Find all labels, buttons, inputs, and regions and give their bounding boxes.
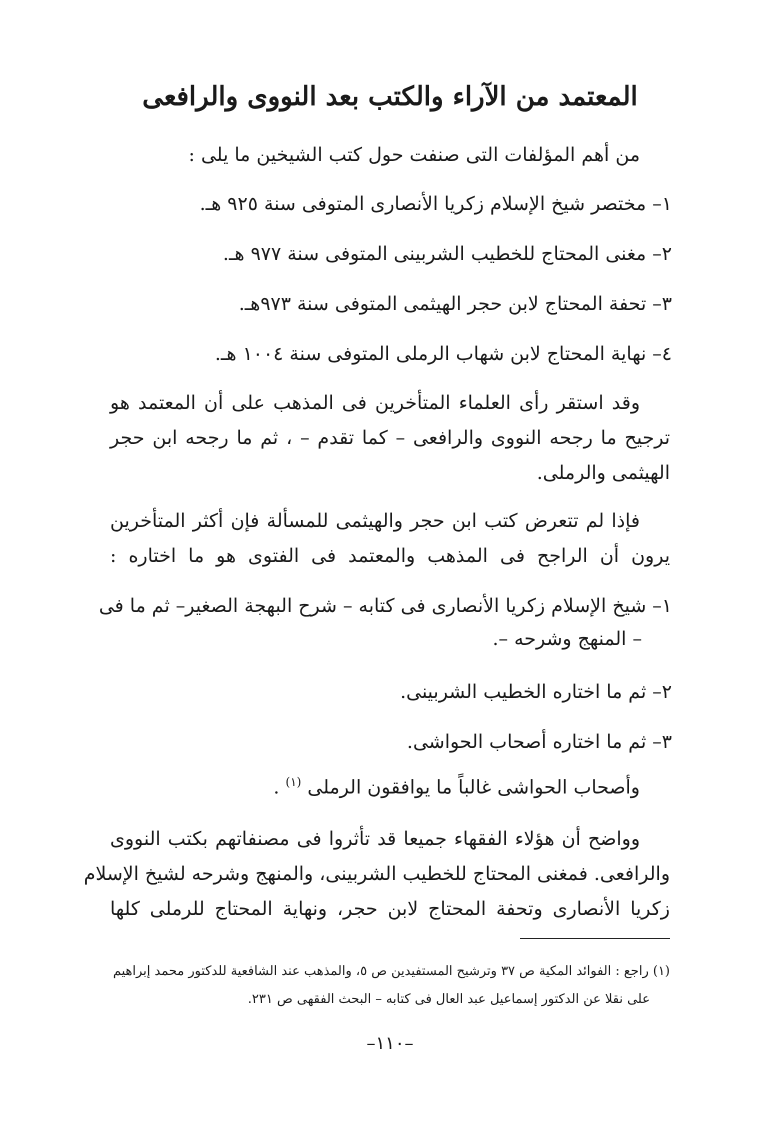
list-item: ١– شيخ الإسلام زكريا الأنصارى فى كتابه – شرح البهجة الصغير– ثم ما فى bbox=[98, 595, 672, 617]
paragraph-line: وواضح أن هؤلاء الفقهاء جميعا قد تأثروا فى مصنفاتهم بكتب النووى bbox=[110, 828, 640, 850]
footnote-divider bbox=[520, 938, 670, 939]
list-item-continuation: – المنهج وشرحه –. bbox=[492, 628, 642, 650]
paragraph-line: الهيثمى والرملى. bbox=[536, 462, 670, 484]
intro-line: من أهم المؤلفات التى صنفت حول كتب الشيخين ما يلى : bbox=[188, 144, 640, 166]
footnote-line: على نقلا عن الدكتور إسماعيل عبد العال فى كتابه – البحث الفقهى ص ٢٣١. bbox=[247, 992, 650, 1007]
list-item: ٢– ثم ما اختاره الخطيب الشربينى. bbox=[400, 681, 672, 703]
paragraph-line: والرافعى. فمغنى المحتاج للخطيب الشربينى، والمنهج وشرحه لشيخ الإسلام bbox=[83, 863, 670, 885]
footnote-line: (١) راجع : الفوائد المكية ص ٣٧ وترشيح المستفيدين ص ٥، والمذهب عند الشافعية للدكتور محمد إبراهيم bbox=[112, 964, 670, 979]
paragraph-line: وقد استقر رأى العلماء المتأخرين فى المذهب على أن المعتمد هو bbox=[110, 392, 640, 414]
list-item: ١– مختصر شيخ الإسلام زكريا الأنصارى المتوفى سنة ٩٢٥ هـ. bbox=[199, 193, 672, 215]
paragraph-line: يرون أن الراجح فى المذهب والمعتمد فى الفتوى هو ما اختاره : bbox=[110, 545, 670, 567]
page-title: المعتمد من الآراء والكتب بعد النووى والرافعى bbox=[142, 82, 638, 112]
paragraph-line: ترجيح ما رجحه النووى والرافعى – كما تقدم – ، ثم ما رجحه ابن حجر bbox=[110, 427, 670, 449]
note-line bbox=[110, 776, 640, 797]
list-item: ٣– ثم ما اختاره أصحاب الحواشى. bbox=[406, 731, 672, 753]
list-item: ٢– مغنى المحتاج للخطيب الشربينى المتوفى سنة ٩٧٧ هـ. bbox=[222, 243, 672, 265]
page-number: –١١٠– bbox=[366, 1033, 414, 1054]
list-item: ٣– تحفة المحتاج لابن حجر الهيثمى المتوفى سنة ٩٧٣هـ. bbox=[238, 293, 672, 315]
paragraph-line: فإذا لم تتعرض كتب ابن حجر والهيثمى للمسألة فإن أكثر المتأخرين bbox=[110, 510, 640, 532]
note-text: وأصحاب الحواشى غالباً ما يوافقون الرملى bbox=[307, 776, 640, 799]
list-item: ٤– نهاية المحتاج لابن شهاب الرملى المتوفى سنة ١٠٠٤ هـ. bbox=[214, 343, 672, 365]
paragraph-line: زكريا الأنصارى وتحفة المحتاج لابن حجر، ونهاية المحتاج للرملى كلها bbox=[110, 898, 670, 920]
footnote-marker: (١) bbox=[285, 775, 302, 789]
note-period: . bbox=[273, 776, 280, 799]
